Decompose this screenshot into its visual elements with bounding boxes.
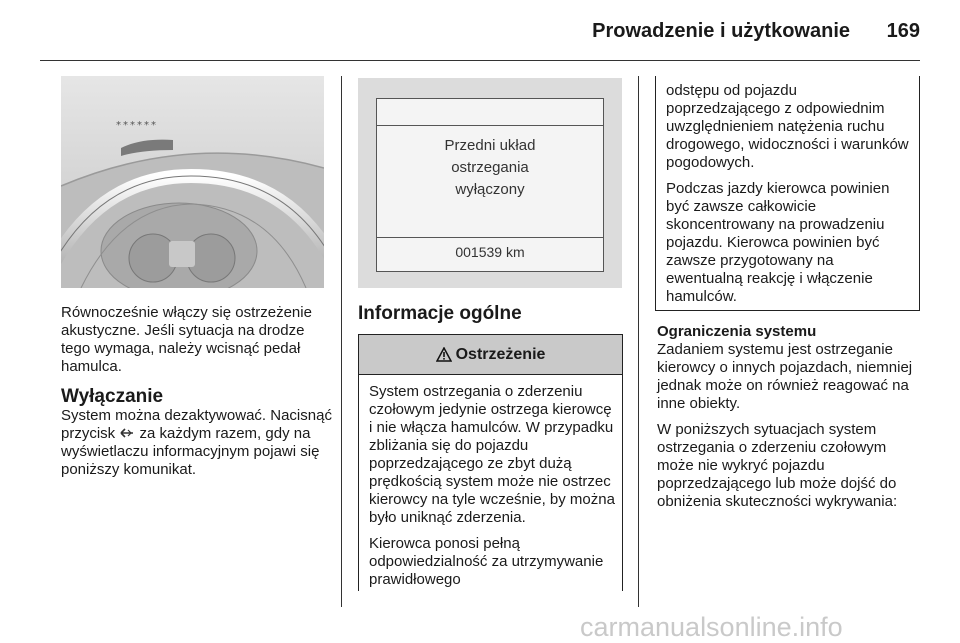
warning-title: Ostrzeżenie (455, 345, 546, 363)
display-line-1: Przedni układ (444, 137, 536, 154)
watermark: carmanualsonline.info (580, 612, 843, 642)
warning-continued-body (656, 76, 919, 306)
page-number: 169 (886, 20, 920, 42)
warning-paragraph-1: System ostrzegania o zderzeniu czołowym jedynie ostrzega kierowcę i nie włącza hamulców. W przypadku zbliżania się do pojazdu poprzedzającego ze zbyt dużą prędkością system może nie ostrzec kierowcy na tyle wcześnie, by można było uniknąć zderzenia. (369, 383, 615, 526)
warning-body (359, 375, 622, 589)
warning-triangle-icon (436, 347, 452, 362)
right-paragraph-1: Zadaniem systemu jest ostrzeganie kierowcy o innych pojazdach, niemniej jednak może on również reagować na inne obiekty. (657, 341, 913, 412)
left-paragraph-2-end: za każdym razem, gdy na wyświetlaczu informacyjnym pojawi się poniższy komunikat. (61, 425, 320, 478)
warning-header (359, 335, 622, 375)
warning-continued-paragraph-2: Podczas jazdy kierowca powinien być zawsze całkowicie skoncentrowany na prowadzeniu pojazdu. Kierowca powinien być zawsze przygotowany na ewentualną reakcję i włączenie hamulców. (666, 180, 890, 305)
right-paragraph-2: W poniższych sytuacjach system ostrzegania o zderzeniu czołowym może nie wykryć pojazdu poprzedzającego lub może dojść do obniżenia skuteczności wykrywania: (657, 421, 898, 510)
display-line-2: ostrzegania (451, 159, 529, 176)
dashboard-head-up-warning-illustration (61, 76, 324, 288)
section-heading-informacje-ogolne: Informacje ogólne (358, 303, 522, 324)
column-divider-right (638, 76, 639, 607)
left-paragraph-2-start: System można dezaktywować. Nacisnąć przycisk (61, 407, 332, 442)
info-display-image (358, 78, 622, 288)
svg-text:******: ****** (116, 120, 158, 131)
info-display-screen (376, 98, 604, 272)
warning-box (358, 334, 623, 591)
column-divider-left (341, 76, 342, 607)
section-heading-ograniczenia: Ograniczenia systemu (657, 323, 817, 340)
display-message (377, 135, 603, 201)
warning-box-continued (655, 76, 920, 311)
forward-collision-alert-icon (119, 426, 135, 440)
left-paragraph-1: Równocześnie włączy się ostrzeżenie akustyczne. Jeśli sytuacja na drodze tego wymaga, należy wcisnąć pedał hamulca. (61, 304, 312, 375)
display-top-rule (377, 125, 603, 126)
display-odometer: 001539 km (455, 244, 525, 260)
page-header-title: Prowadzenie i użytkowanie (592, 20, 850, 42)
warning-continued-paragraph-1: odstępu od pojazdu poprzedzającego z odpowiednim uwzględnieniem natężenia ruchu drogowego, widoczności i warunków pogodowych. (666, 82, 909, 171)
display-bottom-rule (377, 237, 603, 238)
header-rule (40, 60, 920, 61)
dashboard-illustration (61, 76, 324, 288)
left-paragraph-2 (61, 407, 339, 479)
section-heading-wylaczanie: Wyłączanie (61, 386, 164, 407)
display-line-3: wyłączony (455, 181, 525, 198)
right-section (657, 323, 920, 519)
warning-paragraph-2: Kierowca ponosi pełną odpowiedzialność za utrzymywanie prawidłowego (369, 535, 604, 588)
